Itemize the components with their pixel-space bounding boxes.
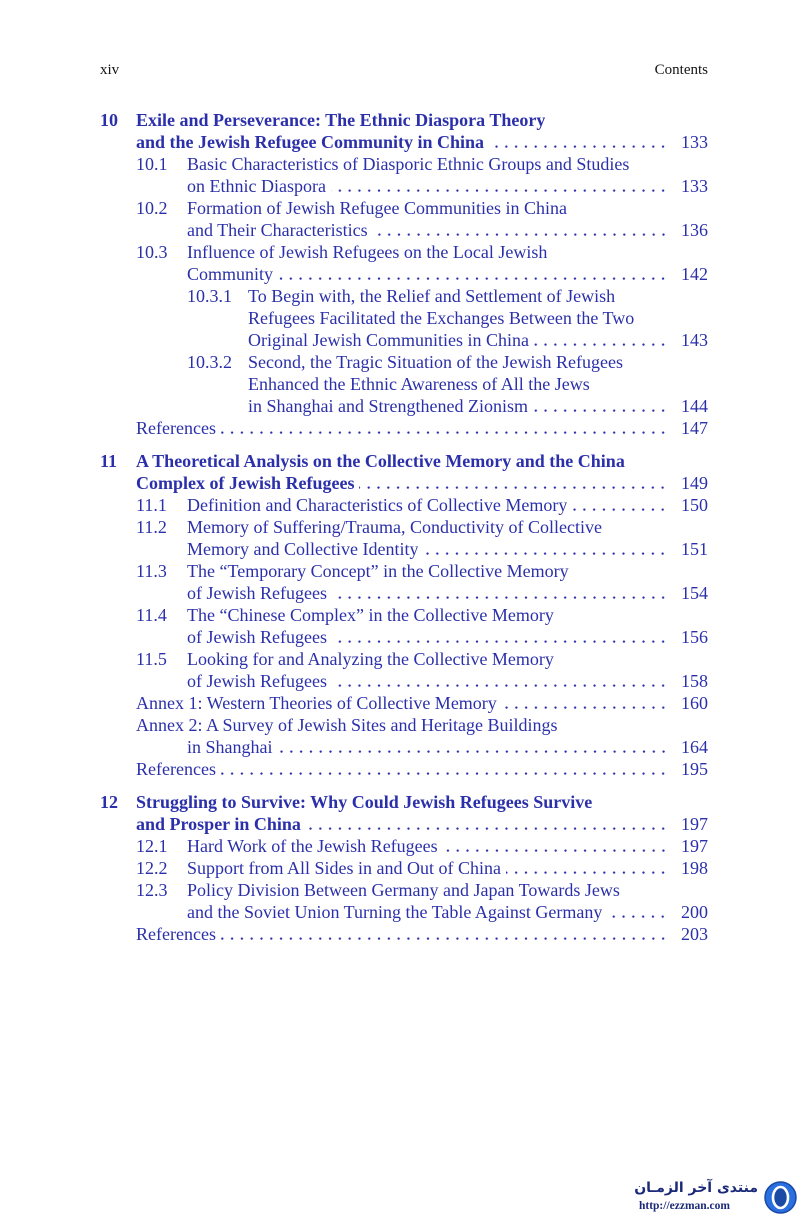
- toc-entry-12-3[interactable]: [100, 879, 708, 923]
- section-title: on Ethnic Diaspora: [187, 176, 326, 196]
- toc-entry-references-12[interactable]: [100, 923, 708, 945]
- toc-entry-11-4[interactable]: [100, 604, 708, 648]
- dot-leader: [221, 758, 668, 780]
- toc-line: [100, 835, 708, 857]
- toc-line: [100, 153, 708, 175]
- page-number: 156: [681, 627, 708, 647]
- chapter-11: [100, 450, 708, 780]
- page-number: 158: [681, 671, 708, 691]
- section-title: Formation of Jewish Refugee Communities in China: [187, 198, 567, 218]
- section-number: 12.1: [136, 836, 168, 856]
- chapter-12: [100, 791, 708, 945]
- toc-line: [100, 714, 708, 736]
- section-number: 11.1: [136, 495, 167, 515]
- section-title: Looking for and Analyzing the Collective Memory: [187, 649, 554, 669]
- section-number: 12.3: [136, 880, 168, 900]
- page-number: 150: [681, 495, 708, 515]
- chapter-title: and the Jewish Refugee Community in China: [136, 132, 485, 152]
- section-number: 11.3: [136, 561, 167, 581]
- chapter-number: 10: [100, 110, 118, 130]
- dot-leader: [306, 813, 668, 835]
- page-number: 149: [681, 473, 708, 493]
- section-title: Basic Characteristics of Diasporic Ethnic Groups and Studies: [187, 154, 630, 174]
- section-title: Hard Work of the Jewish Refugees: [187, 836, 438, 856]
- page-number: 142: [681, 264, 708, 284]
- toc-line: [100, 494, 708, 516]
- toc-line: [100, 857, 708, 879]
- dot-leader: [332, 626, 668, 648]
- chapter-number: 11: [100, 451, 118, 471]
- page-number: 143: [681, 330, 708, 350]
- references-label: References: [136, 418, 216, 438]
- dot-leader: [331, 175, 668, 197]
- page-number: 200: [681, 902, 708, 922]
- section-number: 11.2: [136, 517, 167, 537]
- section-title: Definition and Characteristics of Collective Memory: [187, 495, 568, 515]
- dot-leader: [278, 263, 668, 285]
- toc-line: [100, 560, 708, 582]
- toc-line: [100, 923, 708, 945]
- toc-line: [100, 241, 708, 263]
- references-label: References: [136, 924, 216, 944]
- section-title: Memory and Collective Identity: [187, 539, 419, 559]
- toc-entry-11-5[interactable]: [100, 648, 708, 692]
- toc-entry-annex-1[interactable]: [100, 692, 708, 714]
- toc-line: [100, 329, 708, 351]
- dot-leader: [534, 329, 668, 351]
- toc-line: [100, 538, 708, 560]
- dot-leader: [359, 472, 668, 494]
- page-number: 133: [681, 132, 708, 152]
- subsection-title: in Shanghai and Strengthened Zionism: [248, 396, 528, 416]
- toc-entry-chapter-12[interactable]: [100, 791, 708, 835]
- toc-entry-10-3-1[interactable]: [100, 285, 708, 351]
- dot-leader: [489, 131, 668, 153]
- section-number: 11.5: [136, 649, 167, 669]
- annex-title: Annex 1: Western Theories of Collective Memory: [136, 693, 497, 713]
- running-title: Contents: [654, 62, 708, 78]
- dot-leader: [332, 582, 668, 604]
- toc-line: [100, 626, 708, 648]
- subsection-number: 10.3.1: [187, 286, 232, 306]
- page-number: 133: [681, 176, 708, 196]
- dot-leader: [572, 494, 668, 516]
- page-number: 151: [681, 539, 708, 559]
- toc-line: [100, 131, 708, 153]
- toc-entry-references-11[interactable]: [100, 758, 708, 780]
- toc-line: [100, 219, 708, 241]
- toc-entry-11-3[interactable]: [100, 560, 708, 604]
- section-title: and Their Characteristics: [187, 220, 368, 240]
- dot-leader: [373, 219, 668, 241]
- toc-line: [100, 307, 708, 329]
- section-title: Support from All Sides in and Out of China: [187, 858, 501, 878]
- toc-line: [100, 285, 708, 307]
- toc-entry-references-10[interactable]: [100, 417, 708, 439]
- subsection-title: To Begin with, the Relief and Settlement of Jewish: [248, 286, 616, 306]
- chapter-title: Complex of Jewish Refugees: [136, 473, 355, 493]
- toc-line: [100, 736, 708, 758]
- forum-logo-icon: [764, 1181, 797, 1214]
- dot-leader: [423, 538, 668, 560]
- chapter-title: Exile and Perseverance: The Ethnic Diaspora Theory: [136, 110, 546, 130]
- toc-entry-annex-2[interactable]: [100, 714, 708, 758]
- toc-line: [100, 109, 708, 131]
- page-number: 195: [681, 759, 708, 779]
- watermark-url: http://ezzman.com: [638, 1200, 730, 1212]
- toc-line: [100, 263, 708, 285]
- section-number: 11.4: [136, 605, 167, 625]
- toc-line: [100, 351, 708, 373]
- toc-line: [100, 197, 708, 219]
- toc-entry-11-1[interactable]: [100, 494, 708, 516]
- toc-line: [100, 758, 708, 780]
- toc-line: [100, 901, 708, 923]
- running-header: [100, 59, 708, 81]
- chapter-number: 12: [100, 792, 118, 812]
- dot-leader: [221, 417, 668, 439]
- page-number: 203: [681, 924, 708, 944]
- chapter-title: A Theoretical Analysis on the Collective Memory and the China: [136, 451, 625, 471]
- chapter-10: [100, 109, 708, 439]
- section-number: 12.2: [136, 858, 168, 878]
- page-number: 147: [681, 418, 708, 438]
- section-title: The “Chinese Complex” in the Collective Memory: [187, 605, 554, 625]
- dot-leader: [607, 901, 668, 923]
- annex-title: Annex 2: A Survey of Jewish Sites and Heritage Buildings: [136, 715, 558, 735]
- page-number: 154: [681, 583, 708, 603]
- toc-line: [100, 175, 708, 197]
- section-title: of Jewish Refugees: [187, 583, 327, 603]
- section-title: The “Temporary Concept” in the Collective Memory: [187, 561, 569, 581]
- toc-entry-12-1[interactable]: [100, 835, 708, 857]
- annex-title: in Shanghai: [187, 737, 273, 757]
- section-title: of Jewish Refugees: [187, 627, 327, 647]
- toc-entry-10-3-2[interactable]: [100, 351, 708, 417]
- section-title: Memory of Suffering/Trauma, Conductivity of Collective: [187, 517, 602, 537]
- section-title: Policy Division Between Germany and Japan Towards Jews: [187, 880, 620, 900]
- toc-entry-chapter-11[interactable]: [100, 450, 708, 494]
- page-number: 197: [681, 814, 708, 834]
- dot-leader: [332, 670, 668, 692]
- subsection-title: Original Jewish Communities in China: [248, 330, 529, 350]
- page-number-roman: xiv: [100, 62, 120, 78]
- toc-line: [100, 604, 708, 626]
- toc-line: [100, 692, 708, 714]
- subsection-number: 10.3.2: [187, 352, 232, 372]
- section-title: of Jewish Refugees: [187, 671, 327, 691]
- section-number: 10.1: [136, 154, 168, 174]
- toc-line: [100, 670, 708, 692]
- subsection-title: Second, the Tragic Situation of the Jewish Refugees: [248, 352, 623, 372]
- toc-entry-chapter-10[interactable]: [100, 109, 708, 153]
- section-number: 10.2: [136, 198, 168, 218]
- toc-entry-11-2[interactable]: [100, 516, 708, 560]
- watermark-forum-name: منتدى آخر الزمـان: [634, 1180, 758, 1196]
- chapter-title: Struggling to Survive: Why Could Jewish Refugees Survive: [136, 792, 593, 812]
- section-title: Influence of Jewish Refugees on the Local Jewish: [187, 242, 548, 262]
- toc-entry-10-3[interactable]: [100, 241, 708, 285]
- subsection-title: Refugees Facilitated the Exchanges Between the Two: [248, 308, 635, 328]
- toc-line: [100, 450, 708, 472]
- toc-entry-12-2[interactable]: [100, 857, 708, 879]
- page-number: 198: [681, 858, 708, 878]
- toc-line: [100, 516, 708, 538]
- dot-leader: [502, 692, 668, 714]
- section-title: and the Soviet Union Turning the Table Against Germany: [187, 902, 603, 922]
- toc-line: [100, 791, 708, 813]
- toc-line: [100, 417, 708, 439]
- section-title: Community: [187, 264, 274, 284]
- toc-line: [100, 395, 708, 417]
- chapter-title: and Prosper in China: [136, 814, 301, 834]
- dot-leader: [221, 923, 668, 945]
- references-label: References: [136, 759, 216, 779]
- table-of-contents: [100, 109, 708, 945]
- toc-line: [100, 472, 708, 494]
- dot-leader: [533, 395, 668, 417]
- toc-line: [100, 648, 708, 670]
- page-number: 164: [681, 737, 708, 757]
- page-number: 136: [681, 220, 708, 240]
- toc-line: [100, 879, 708, 901]
- toc-line: [100, 373, 708, 395]
- page-number: 160: [681, 693, 708, 713]
- dot-leader: [443, 835, 668, 857]
- toc-line: [100, 582, 708, 604]
- dot-leader: [278, 736, 669, 758]
- page-number: 144: [681, 396, 708, 416]
- page-number: 197: [681, 836, 708, 856]
- subsection-title: Enhanced the Ethnic Awareness of All the Jews: [248, 374, 590, 394]
- dot-leader: [506, 857, 668, 879]
- toc-entry-10-1[interactable]: [100, 153, 708, 197]
- toc-entry-10-2[interactable]: [100, 197, 708, 241]
- section-number: 10.3: [136, 242, 168, 262]
- toc-line: [100, 813, 708, 835]
